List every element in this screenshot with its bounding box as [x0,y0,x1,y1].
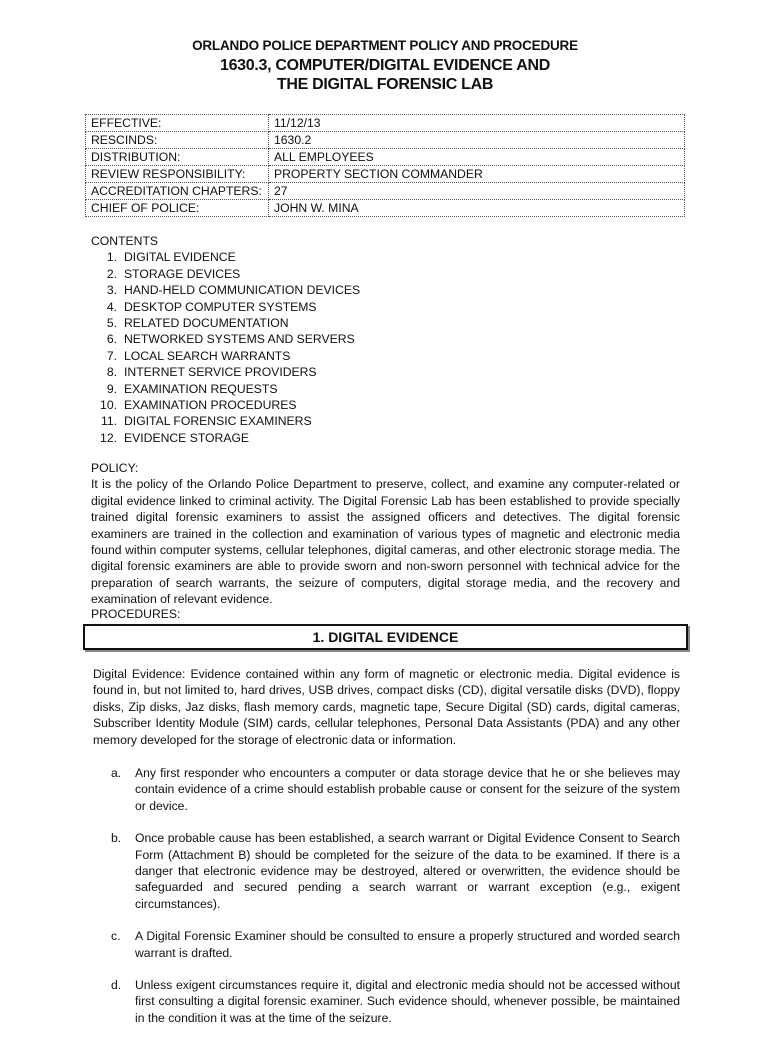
policy-heading: POLICY: [91,461,139,475]
procedure-item [93,765,680,814]
procedure-item-text: Any first responder who encounters a computer or data storage device that he or she believes may contain evidence of a crime should establish probable cause or consent for the seizure of the system or device. [135,766,680,813]
procedure-items [93,765,680,1042]
policy-section [91,460,680,608]
procedure-item [93,928,680,961]
procedure-item-text: A Digital Forensic Examiner should be consulted to ensure a properly structured and worded search warrant is drafted. [135,929,680,960]
contents-item-number: 3. [106,283,117,298]
policy-title-line-2: THE DIGITAL FORENSIC LAB [276,76,494,93]
contents-item-number: 4. [106,299,117,314]
contents-item-number: 1. [106,250,117,265]
meta-label: REVIEW RESPONSIBILITY: [86,166,269,183]
contents-item-number: 10. [100,398,117,413]
section-heading-digital-evidence: 1. DIGITAL EVIDENCE [83,624,688,650]
meta-label: CHIEF OF POLICE: [86,200,269,217]
procedures-heading: PROCEDURES: [91,607,181,621]
digital-evidence-definition: Digital Evidence: Evidence contained within any form of magnetic or electronic media. Digital evidence is found in, but not limited to, hard drives, USB drives, compact disks (CD), digital versatile disks (DVD), floppy disks, Zip disks, Jaz disks, flash memory cards, magnetic tape, Secure Digital (SD) cards, digital cameras, Subscriber Identity Module (SIM) cards, cellular telephones, Personal Data Assistants (PDA) and any other memory developed for the storage of electronic data or information. [93,667,680,747]
contents-item-text: NETWORKED SYSTEMS AND SERVERS [124,332,355,347]
meta-row-distribution [86,149,685,166]
meta-label: ACCREDITATION CHAPTERS: [86,183,269,200]
meta-value: 1630.2 [269,132,685,149]
contents-item [91,331,360,347]
contents-item-number: 9. [106,381,117,396]
contents-item-text: EXAMINATION PROCEDURES [124,398,297,413]
contents-item-number: 7. [106,348,117,363]
contents-list [91,249,360,446]
procedure-item [93,830,680,912]
contents-item [91,249,360,265]
procedure-item-marker: b. [111,831,122,846]
contents-item [91,282,360,298]
department-heading: ORLANDO POLICE DEPARTMENT POLICY AND PROCEDURE [192,38,578,53]
contents-item-text: INTERNET SERVICE PROVIDERS [124,365,317,380]
contents-item [91,413,360,429]
policy-metadata-table [85,114,685,217]
meta-row-rescinds [86,132,685,149]
meta-value: 11/12/13 [269,115,685,132]
contents-item-text: LOCAL SEARCH WARRANTS [124,348,291,363]
contents-item [91,364,360,380]
contents-item-number: 8. [106,365,117,380]
meta-label: RESCINDS: [86,132,269,149]
meta-row-chief-of-police [86,200,685,217]
meta-value: JOHN W. MINA [269,200,685,217]
contents-item-number: 5. [106,316,117,331]
contents-item-text: EVIDENCE STORAGE [124,430,250,445]
contents-section [91,233,360,446]
contents-item-text: DIGITAL FORENSIC EXAMINERS [124,414,312,429]
meta-value: PROPERTY SECTION COMMANDER [269,166,685,183]
contents-item [91,266,360,282]
policy-title [0,56,770,94]
contents-item-number: 11. [100,414,117,429]
contents-item-number: 6. [106,332,117,347]
contents-item [91,381,360,397]
procedure-item-text: Unless exigent circumstances require it, digital and electronic media should not be accessed without first consulting a digital forensic examiner. Such evidence should, whenever possible, be maintained in the condition it was at the time of the seizure. [135,978,680,1025]
meta-label: EFFECTIVE: [86,115,269,132]
contents-item [91,397,360,413]
contents-item [91,430,360,446]
contents-item-text: RELATED DOCUMENTATION [124,316,289,331]
meta-row-review-responsibility [86,166,685,183]
procedure-item-text: Once probable cause has been established, a search warrant or Digital Evidence Consent to Search Form (Attachment B) should be completed for the seizure of the data to be examined. If there is a danger that electronic evidence may be destroyed, altered or overwritten, the evidence should be safeguarded and secured pending a search warrant or warrant exception (e.g., exigent circumstances). [135,831,680,911]
policy-title-line-1: 1630.3, COMPUTER/DIGITAL EVIDENCE AND [219,57,550,74]
contents-item-number: 2. [106,266,117,281]
policy-statement: It is the policy of the Orlando Police Department to preserve, collect, and examine any computer-related or digital evidence linked to criminal activity. The Digital Forensic Lab has been established to provide specially trained digital forensic examiners to assist the assigned officers and detectives. The digital forensic examiners are trained in the collection and examination of various types of magnetic and electronic media found within computer systems, cellular telephones, digital cameras, and other electronic storage media. The digital forensic examiners are able to provide sworn and non-sworn personnel with technical advice for the preparation of search warrants, the seizure of computers, digital storage media, and the recovery and examination of relevant evidence. [91,477,680,607]
meta-label: DISTRIBUTION: [86,149,269,166]
meta-value: 27 [269,183,685,200]
contents-item [91,299,360,315]
contents-heading: CONTENTS [91,234,159,248]
meta-row-effective [86,115,685,132]
contents-item-text: HAND-HELD COMMUNICATION DEVICES [124,283,361,298]
contents-item [91,348,360,364]
contents-item-number: 12. [100,430,117,445]
procedure-item-marker: c. [111,929,121,944]
procedure-item-marker: d. [111,978,122,993]
meta-value: ALL EMPLOYEES [269,149,685,166]
procedure-item [93,977,680,1026]
contents-item-text: STORAGE DEVICES [124,266,241,281]
contents-item-text: EXAMINATION REQUESTS [124,381,278,396]
meta-row-accreditation-chapters [86,183,685,200]
contents-item [91,315,360,331]
procedure-item-marker: a. [111,766,122,780]
contents-item-text: DIGITAL EVIDENCE [124,250,236,265]
contents-item-text: DESKTOP COMPUTER SYSTEMS [124,299,317,314]
